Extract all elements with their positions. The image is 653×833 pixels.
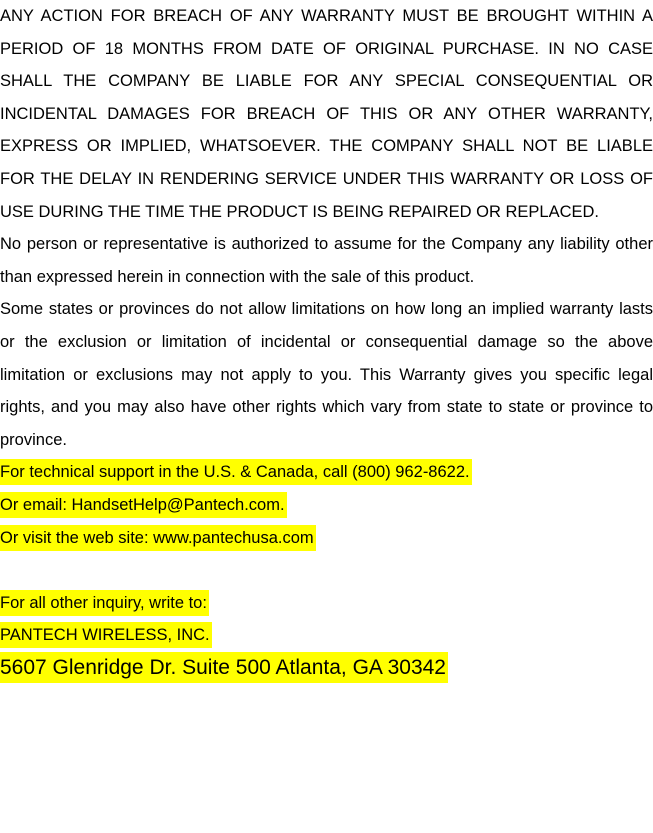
company-name-text: PANTECH WIRELESS, INC. xyxy=(0,622,212,648)
company-name-line xyxy=(0,619,653,652)
company-address-text: 5607 Glenridge Dr. Suite 500 Atlanta, GA 30342 xyxy=(0,652,448,683)
no-person-paragraph: No person or representative is authorized to assume for the Company any liability other than expressed herein in connection with the sale of this product. xyxy=(0,235,653,286)
spacer xyxy=(0,554,653,587)
company-address-line xyxy=(0,652,653,688)
state-rights-paragraph: Some states or provinces do not allow limitations on how long an implied warranty lasts or the exclusion or limitation of incidental or consequential damage so the above limitation or exclusions may not apply to you. This Warranty gives you specific legal rights, and you may also have other rights which vary from state to state or province to province. xyxy=(0,300,653,449)
support-website-text: Or visit the web site: www.pantechusa.com xyxy=(0,525,316,551)
inquiry-line xyxy=(0,587,653,620)
support-website-line xyxy=(0,522,653,555)
support-email-text: Or email: HandsetHelp@Pantech.com. xyxy=(0,492,287,518)
contact-block xyxy=(0,456,653,688)
support-phone-text: For technical support in the U.S. & Canada, call (800) 962-8622. xyxy=(0,459,472,485)
support-phone-line xyxy=(0,456,653,489)
warranty-disclaimer-paragraph: ANY ACTION FOR BREACH OF ANY WARRANTY MUST BE BROUGHT WITHIN A PERIOD OF 18 MONTHS FROM DATE OF ORIGINAL PURCHASE. IN NO CASE SHALL THE COMPANY BE LIABLE FOR ANY SPECIAL CONSEQUENTIAL OR INCIDENTAL DAMAGES FOR BREACH OF THIS OR ANY OTHER WARRANTY, EXPRESS OR IMPLIED, WHATSOEVER. THE COMPANY SHALL NOT BE LIABLE FOR THE DELAY IN RENDERING SERVICE UNDER THIS WARRANTY OR LOSS OF USE DURING THE TIME THE PRODUCT IS BEING REPAIRED OR REPLACED. xyxy=(0,7,653,221)
inquiry-text: For all other inquiry, write to: xyxy=(0,590,209,616)
support-email-line xyxy=(0,489,653,522)
